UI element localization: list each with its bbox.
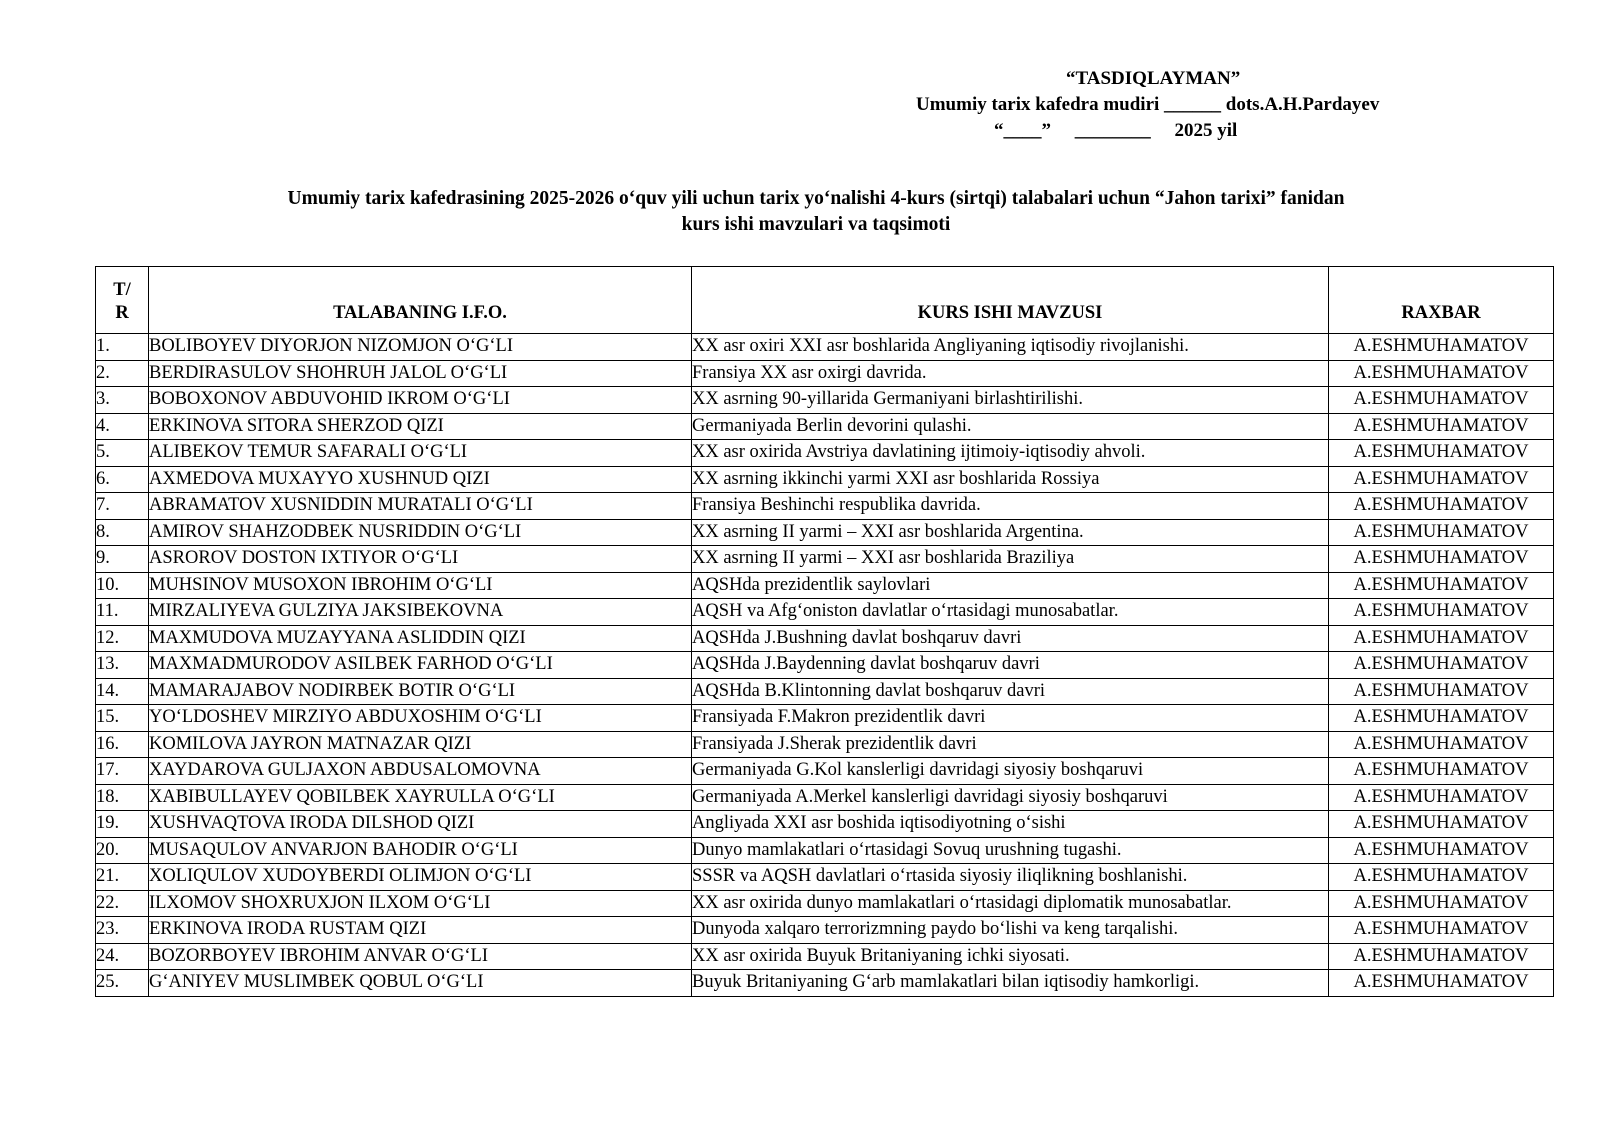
- course-topic: XX asrning 90-yillarida Germaniyani birlashtirilishi.: [692, 387, 1329, 414]
- row-number: 21.: [96, 864, 149, 891]
- row-number: 18.: [96, 784, 149, 811]
- student-name: XABIBULLAYEV QOBILBEK XAYRULLA O‘G‘LI: [149, 784, 692, 811]
- table-row: [96, 546, 1554, 573]
- course-topic: Fransiyada J.Sherak prezidentlik davri: [692, 731, 1329, 758]
- row-number: 4.: [96, 413, 149, 440]
- advisor-name: A.ESHMUHAMATOV: [1329, 970, 1554, 997]
- table-row: [96, 864, 1554, 891]
- table-row: [96, 572, 1554, 599]
- course-topic: Fransiya Beshinchi respublika davrida.: [692, 493, 1329, 520]
- course-topic: AQSHda B.Klintonning davlat boshqaruv davri: [692, 678, 1329, 705]
- advisor-name: A.ESHMUHAMATOV: [1329, 625, 1554, 652]
- advisor-name: A.ESHMUHAMATOV: [1329, 334, 1554, 361]
- student-name: XAYDAROVA GULJAXON ABDUSALOMOVNA: [149, 758, 692, 785]
- course-topic: Buyuk Britaniyaning G‘arb mamlakatlari bilan iqtisodiy hamkorligi.: [692, 970, 1329, 997]
- row-number: 17.: [96, 758, 149, 785]
- table-row: [96, 652, 1554, 679]
- row-number: 5.: [96, 440, 149, 467]
- table-row: [96, 599, 1554, 626]
- student-name: KOMILOVA JAYRON MATNAZAR QIZI: [149, 731, 692, 758]
- header-advisor: RAXBAR: [1329, 267, 1554, 334]
- student-name: ERKINOVA IRODA RUSTAM QIZI: [149, 917, 692, 944]
- course-topic: Fransiya XX asr oxirgi davrida.: [692, 360, 1329, 387]
- student-name: MUSAQULOV ANVARJON BAHODIR O‘G‘LI: [149, 837, 692, 864]
- row-number: 16.: [96, 731, 149, 758]
- approval-date-line: “____” ________ 2025 yil: [994, 120, 1238, 141]
- course-topic: AQSHda J.Baydenning davlat boshqaruv davri: [692, 652, 1329, 679]
- table-row: [96, 890, 1554, 917]
- row-number: 22.: [96, 890, 149, 917]
- advisor-name: A.ESHMUHAMATOV: [1329, 387, 1554, 414]
- document-title-line-1: Umumiy tarix kafedrasining 2025-2026 o‘quv yili uchun tarix yo‘nalishi 4-kurs (sirtqi) talabalari uchun “Jahon tarixi” fanidan: [287, 188, 1345, 209]
- header-course-topic: KURS ISHI MAVZUSI: [692, 267, 1329, 334]
- student-name: BOBOXONOV ABDUVOHID IKROM O‘G‘LI: [149, 387, 692, 414]
- advisor-name: A.ESHMUHAMATOV: [1329, 572, 1554, 599]
- row-number: 14.: [96, 678, 149, 705]
- row-number: 8.: [96, 519, 149, 546]
- course-topic: Germaniyada G.Kol kanslerligi davridagi siyosiy boshqaruvi: [692, 758, 1329, 785]
- table-row: [96, 837, 1554, 864]
- document-title-line-2: kurs ishi mavzulari va taqsimoti: [681, 214, 951, 235]
- course-topic: XX asrning II yarmi – XXI asr boshlarida Argentina.: [692, 519, 1329, 546]
- course-topic: XX asr oxirida Buyuk Britaniyaning ichki siyosati.: [692, 943, 1329, 970]
- advisor-name: A.ESHMUHAMATOV: [1329, 784, 1554, 811]
- header-number-line-2: R: [115, 303, 129, 323]
- student-name: ABRAMATOV XUSNIDDIN MURATALI O‘G‘LI: [149, 493, 692, 520]
- approval-heading: “TASDIQLAYMAN”: [1066, 68, 1241, 89]
- table-row: [96, 493, 1554, 520]
- table-row: [96, 784, 1554, 811]
- student-name: ASROROV DOSTON IXTIYOR O‘G‘LI: [149, 546, 692, 573]
- course-topic: AQSH va Afg‘oniston davlatlar o‘rtasidagi munosabatlar.: [692, 599, 1329, 626]
- student-name: ERKINOVA SITORA SHERZOD QIZI: [149, 413, 692, 440]
- approval-block: [900, 66, 1480, 144]
- row-number: 12.: [96, 625, 149, 652]
- advisor-name: A.ESHMUHAMATOV: [1329, 811, 1554, 838]
- course-topic: XX asr oxirida Avstriya davlatining ijtimoiy-iqtisodiy ahvoli.: [692, 440, 1329, 467]
- advisor-name: A.ESHMUHAMATOV: [1329, 519, 1554, 546]
- course-topic: Angliyada XXI asr boshida iqtisodiyotning o‘sishi: [692, 811, 1329, 838]
- row-number: 6.: [96, 466, 149, 493]
- approval-head-of-department: Umumiy tarix kafedra mudiri ______ dots.A.H.Pardayev: [916, 94, 1380, 115]
- row-number: 13.: [96, 652, 149, 679]
- row-number: 11.: [96, 599, 149, 626]
- table-row: [96, 466, 1554, 493]
- student-name: MAXMADMURODOV ASILBEK FARHOD O‘G‘LI: [149, 652, 692, 679]
- advisor-name: A.ESHMUHAMATOV: [1329, 360, 1554, 387]
- student-name: AMIROV SHAHZODBEK NUSRIDDIN O‘G‘LI: [149, 519, 692, 546]
- advisor-name: A.ESHMUHAMATOV: [1329, 890, 1554, 917]
- student-name: ILXOMOV SHOXRUXJON ILXOM O‘G‘LI: [149, 890, 692, 917]
- student-name: AXMEDOVA MUXAYYO XUSHNUD QIZI: [149, 466, 692, 493]
- student-name: ALIBEKOV TEMUR SAFARALI O‘G‘LI: [149, 440, 692, 467]
- table-row: [96, 970, 1554, 997]
- advisor-name: A.ESHMUHAMATOV: [1329, 943, 1554, 970]
- student-name: G‘ANIYEV MUSLIMBEK QOBUL O‘G‘LI: [149, 970, 692, 997]
- table-row: [96, 943, 1554, 970]
- row-number: 25.: [96, 970, 149, 997]
- student-name: MAXMUDOVA MUZAYYANA ASLIDDIN QIZI: [149, 625, 692, 652]
- table-row: [96, 731, 1554, 758]
- course-topic: Dunyo mamlakatlari o‘rtasidagi Sovuq urushning tugashi.: [692, 837, 1329, 864]
- advisor-name: A.ESHMUHAMATOV: [1329, 917, 1554, 944]
- course-topic: AQSHda prezidentlik saylovlari: [692, 572, 1329, 599]
- course-topic: XX asrning ikkinchi yarmi XXI asr boshlarida Rossiya: [692, 466, 1329, 493]
- advisor-name: A.ESHMUHAMATOV: [1329, 466, 1554, 493]
- course-topic: Fransiyada F.Makron prezidentlik davri: [692, 705, 1329, 732]
- advisor-name: A.ESHMUHAMATOV: [1329, 758, 1554, 785]
- course-topic: XX asr oxiri XXI asr boshlarida Angliyaning iqtisodiy rivojlanishi.: [692, 334, 1329, 361]
- table-row: [96, 413, 1554, 440]
- row-number: 1.: [96, 334, 149, 361]
- student-name: MIRZALIYEVA GULZIYA JAKSIBEKOVNA: [149, 599, 692, 626]
- row-number: 15.: [96, 705, 149, 732]
- table-row: [96, 360, 1554, 387]
- advisor-name: A.ESHMUHAMATOV: [1329, 678, 1554, 705]
- table-row: [96, 519, 1554, 546]
- advisor-name: A.ESHMUHAMATOV: [1329, 440, 1554, 467]
- row-number: 20.: [96, 837, 149, 864]
- student-name: BOLIBOYEV DIYORJON NIZOMJON O‘G‘LI: [149, 334, 692, 361]
- advisor-name: A.ESHMUHAMATOV: [1329, 599, 1554, 626]
- row-number: 9.: [96, 546, 149, 573]
- advisor-name: A.ESHMUHAMATOV: [1329, 652, 1554, 679]
- header-number-line-1: T/: [113, 280, 131, 300]
- student-name: XUSHVAQTOVA IRODA DILSHOD QIZI: [149, 811, 692, 838]
- table-row: [96, 387, 1554, 414]
- table-row: [96, 678, 1554, 705]
- table-header-row: [96, 267, 1554, 334]
- advisor-name: A.ESHMUHAMATOV: [1329, 413, 1554, 440]
- course-topic: Germaniyada A.Merkel kanslerligi davridagi siyosiy boshqaruvi: [692, 784, 1329, 811]
- row-number: 2.: [96, 360, 149, 387]
- row-number: 24.: [96, 943, 149, 970]
- advisor-name: A.ESHMUHAMATOV: [1329, 546, 1554, 573]
- row-number: 7.: [96, 493, 149, 520]
- student-name: XOLIQULOV XUDOYBERDI OLIMJON O‘G‘LI: [149, 864, 692, 891]
- table-row: [96, 917, 1554, 944]
- row-number: 10.: [96, 572, 149, 599]
- advisor-name: A.ESHMUHAMATOV: [1329, 731, 1554, 758]
- advisor-name: A.ESHMUHAMATOV: [1329, 837, 1554, 864]
- row-number: 23.: [96, 917, 149, 944]
- student-name: YO‘LDOSHEV MIRZIYO ABDUXOSHIM O‘G‘LI: [149, 705, 692, 732]
- header-number: [96, 267, 149, 334]
- course-topic: AQSHda J.Bushning davlat boshqaruv davri: [692, 625, 1329, 652]
- advisor-name: A.ESHMUHAMATOV: [1329, 705, 1554, 732]
- course-work-table: [95, 266, 1554, 997]
- table-row: [96, 440, 1554, 467]
- course-topic: XX asr oxirida dunyo mamlakatlari o‘rtasidagi diplomatik munosabatlar.: [692, 890, 1329, 917]
- table-row: [96, 625, 1554, 652]
- table-row: [96, 758, 1554, 785]
- student-name: MUHSINOV MUSOXON IBROHIM O‘G‘LI: [149, 572, 692, 599]
- course-topic: SSSR va AQSH davlatlari o‘rtasida siyosiy iliqlikning boshlanishi.: [692, 864, 1329, 891]
- document-title: [90, 186, 1542, 238]
- header-student-name: TALABANING I.F.O.: [149, 267, 692, 334]
- course-topic: Germaniyada Berlin devorini qulashi.: [692, 413, 1329, 440]
- student-name: MAMARAJABOV NODIRBEK BOTIR O‘G‘LI: [149, 678, 692, 705]
- table-row: [96, 334, 1554, 361]
- advisor-name: A.ESHMUHAMATOV: [1329, 864, 1554, 891]
- course-topic: XX asrning II yarmi – XXI asr boshlarida Braziliya: [692, 546, 1329, 573]
- row-number: 3.: [96, 387, 149, 414]
- student-name: BOZORBOYEV IBROHIM ANVAR O‘G‘LI: [149, 943, 692, 970]
- table-row: [96, 705, 1554, 732]
- table-row: [96, 811, 1554, 838]
- course-topic: Dunyoda xalqaro terrorizmning paydo bo‘lishi va keng tarqalishi.: [692, 917, 1329, 944]
- advisor-name: A.ESHMUHAMATOV: [1329, 493, 1554, 520]
- row-number: 19.: [96, 811, 149, 838]
- student-name: BERDIRASULOV SHOHRUH JALOL O‘G‘LI: [149, 360, 692, 387]
